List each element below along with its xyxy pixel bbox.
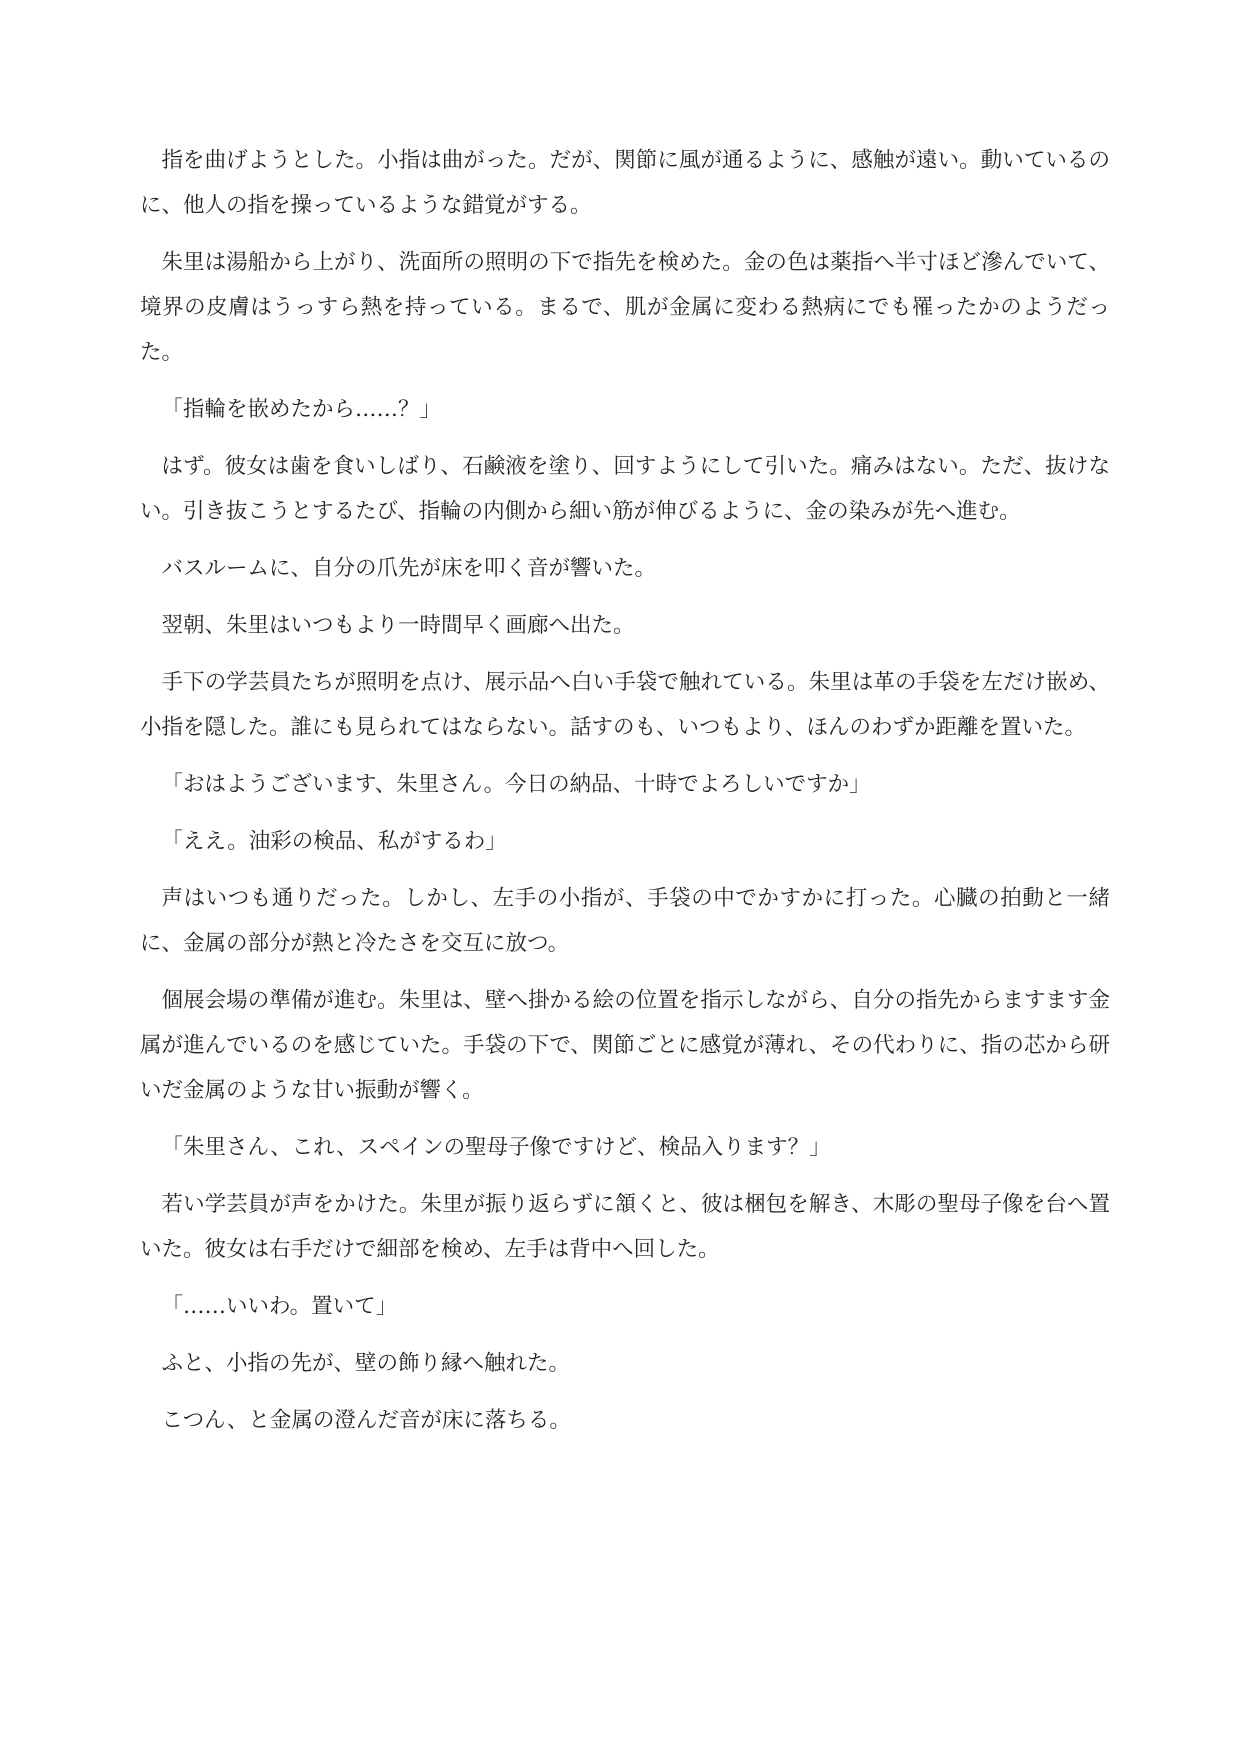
- paragraph: はず。彼女は歯を食いしばり、石鹸液を塗り、回すようにして引いた。痛みはない。ただ、抜けない。引き抜こうとするたび、指輪の内側から細い筋が伸びるように、金の染みが先へ進む。: [140, 454, 1110, 524]
- paragraph: こつん、と金属の澄んだ音が床に落ちる。: [161, 1408, 571, 1433]
- document-page: [140, 138, 1110, 1455]
- paragraph: 翌朝、朱里はいつもより一時間早く画廊へ出た。: [161, 613, 635, 638]
- dialogue-line: 「おはようございます、朱里さん。今日の納品、十時でよろしいですか」: [161, 772, 871, 797]
- paragraph: 若い学芸員が声をかけた。朱里が振り返らずに頷くと、彼は梱包を解き、木彫の聖母子像を台へ置いた。彼女は右手だけで細部を検め、左手は背中へ回した。: [140, 1192, 1110, 1262]
- paragraph: 手下の学芸員たちが照明を点け、展示品へ白い手袋で触れている。朱里は革の手袋を左だけ嵌め、小指を隠した。誰にも見られてはならない。話すのも、いつもより、ほんのわずか距離を置いた。: [140, 670, 1110, 740]
- paragraph: 指を曲げようとした。小指は曲がった。だが、関節に風が通るように、感触が遠い。動いているのに、他人の指を操っているような錯覚がする。: [140, 148, 1110, 218]
- dialogue-line: 「朱里さん、これ、スペインの聖母子像ですけど、検品入ります？」: [161, 1135, 831, 1160]
- paragraph: 個展会場の準備が進む。朱里は、壁へ掛かる絵の位置を指示しながら、自分の指先からますます金属が進んでいるのを感じていた。手袋の下で、関節ごとに感覚が薄れ、その代わりに、指の芯から研いだ金属のような甘い振動が響く。: [140, 988, 1110, 1103]
- paragraph: 朱里は湯船から上がり、洗面所の照明の下で指先を検めた。金の色は薬指へ半寸ほど滲んでいて、境界の皮膚はうっすら熱を持っている。まるで、肌が金属に変わる熱病にでも罹ったかのようだった。: [140, 250, 1110, 365]
- paragraph: バスルームに、自分の爪先が床を叩く音が響いた。: [161, 556, 657, 581]
- paragraph: ふと、小指の先が、壁の飾り縁へ触れた。: [161, 1351, 571, 1376]
- dialogue-line: 「ええ。油彩の検品、私がするわ」: [161, 829, 507, 854]
- paragraph: 声はいつも通りだった。しかし、左手の小指が、手袋の中でかすかに打った。心臓の拍動と一緒に、金属の部分が熱と冷たさを交互に放つ。: [140, 886, 1110, 956]
- dialogue-line: 「……いいわ。置いて」: [161, 1294, 398, 1319]
- dialogue-line: 「指輪を嵌めたから……？」: [161, 397, 442, 422]
